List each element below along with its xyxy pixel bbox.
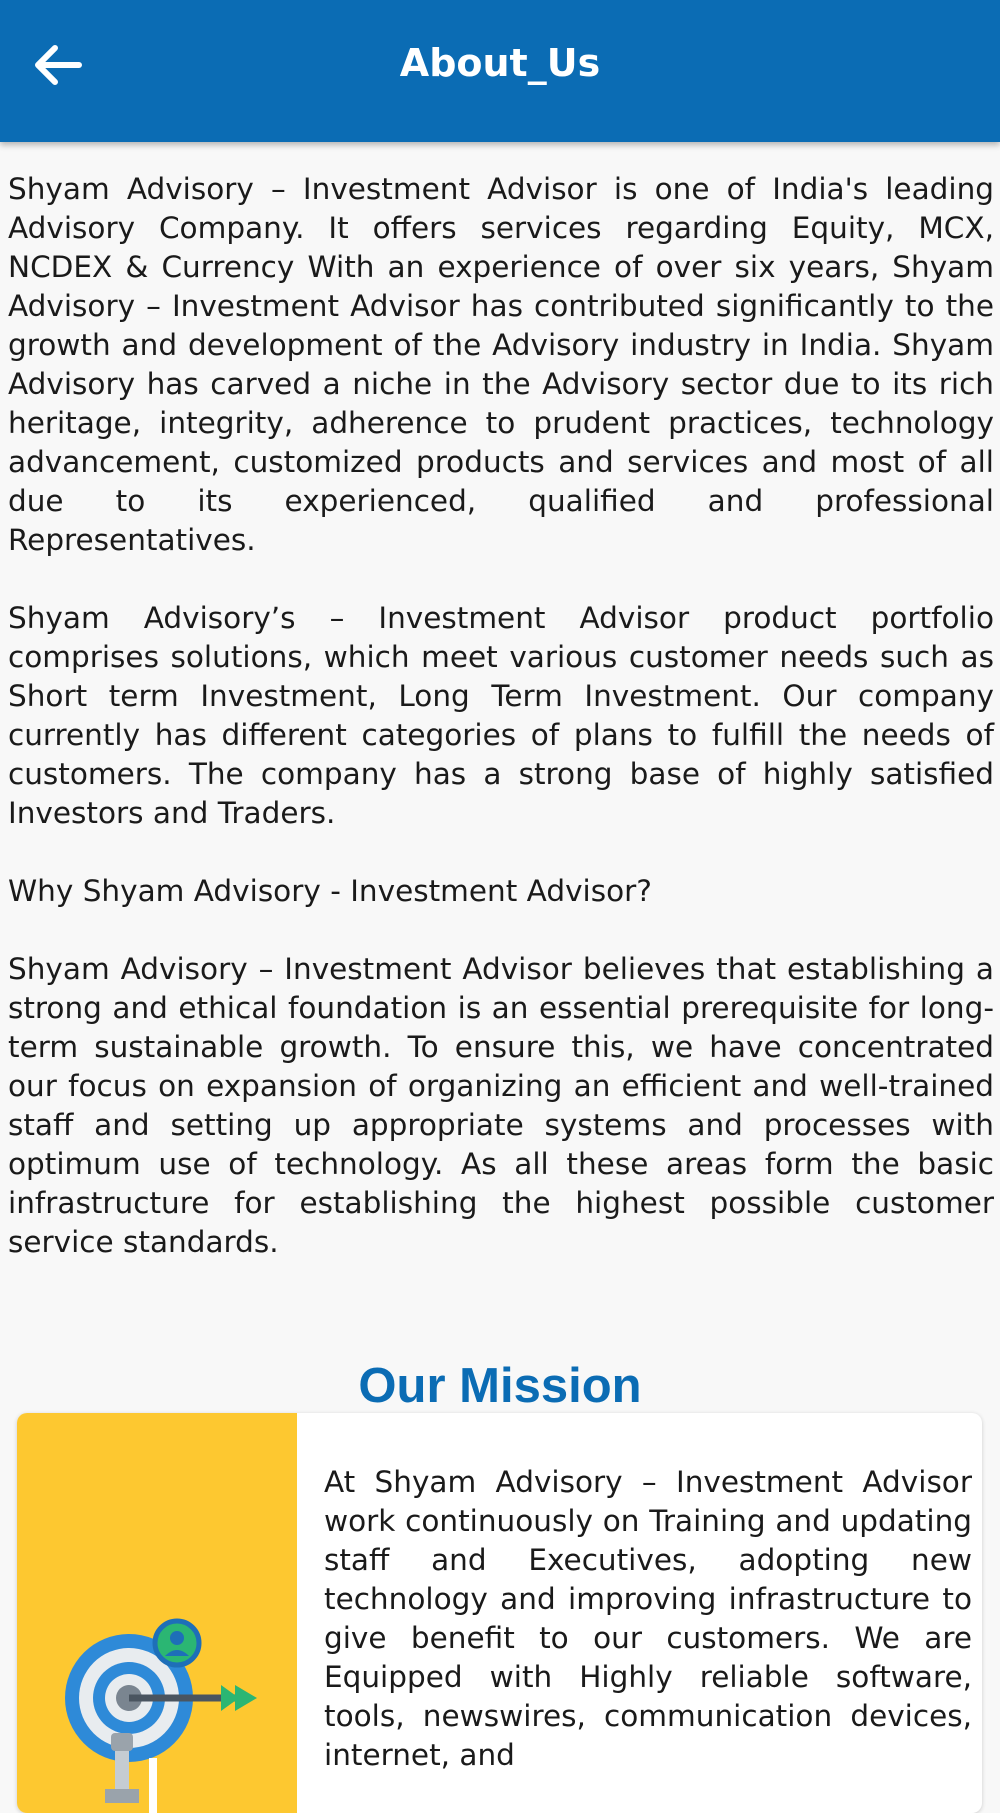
mission-image — [17, 1413, 297, 1813]
mission-heading: Our Mission — [358, 1358, 642, 1413]
target-arrow-icon — [17, 1413, 297, 1813]
about-paragraph-3: Shyam Advisory – Investment Advisor believes that establishing a strong and ethical foundation is an essential prerequisite for long-term sustainable growth. To ensure this, we have concentrated our focus on expansion of organizing an efficient and well-trained staff and setting up appropriate systems and processes with optimum use of technology. As all these areas form the basic infrastructure for establishing the highest possible customer service standards. — [8, 952, 994, 1259]
about-content — [8, 170, 994, 1262]
about-paragraph-2: Shyam Advisory’s – Investment Advisor product portfolio comprises solutions, which meet various customer needs such as Short term Investment, Long Term Investment. Our company currently has different categories of plans to fulfill the needs of customers. The company has a strong base of highly satisfied Investors and Traders. — [8, 601, 994, 830]
mission-text: At Shyam Advisory – Investment Advisor work continuously on Training and updating staff and Executives, adopting new technology and improving infrastructure to give benefit to our customers. We are Equipped with Highly reliable software, tools, newswires, communication devices, internet, and — [324, 1465, 972, 1772]
page-title: About_Us — [399, 41, 601, 85]
why-heading: Why Shyam Advisory - Investment Advisor? — [8, 874, 652, 908]
mission-card — [17, 1413, 982, 1813]
app-bar — [0, 0, 1000, 142]
about-paragraph-1: Shyam Advisory – Investment Advisor is one of India's leading Advisory Company. It offers services regarding Equity, MCX, NCDEX & Currency With an experience of over six years, Shyam Advisory – Investment Advisor has contributed significantly to the growth and development of the Advisory industry in India. Shyam Advisory has carved a niche in the Advisory sector due to its rich heritage, integrity, adherence to prudent practices, technology advancement, customized products and services and most of all due to its experienced, qualified and professional Representatives. — [8, 172, 994, 557]
